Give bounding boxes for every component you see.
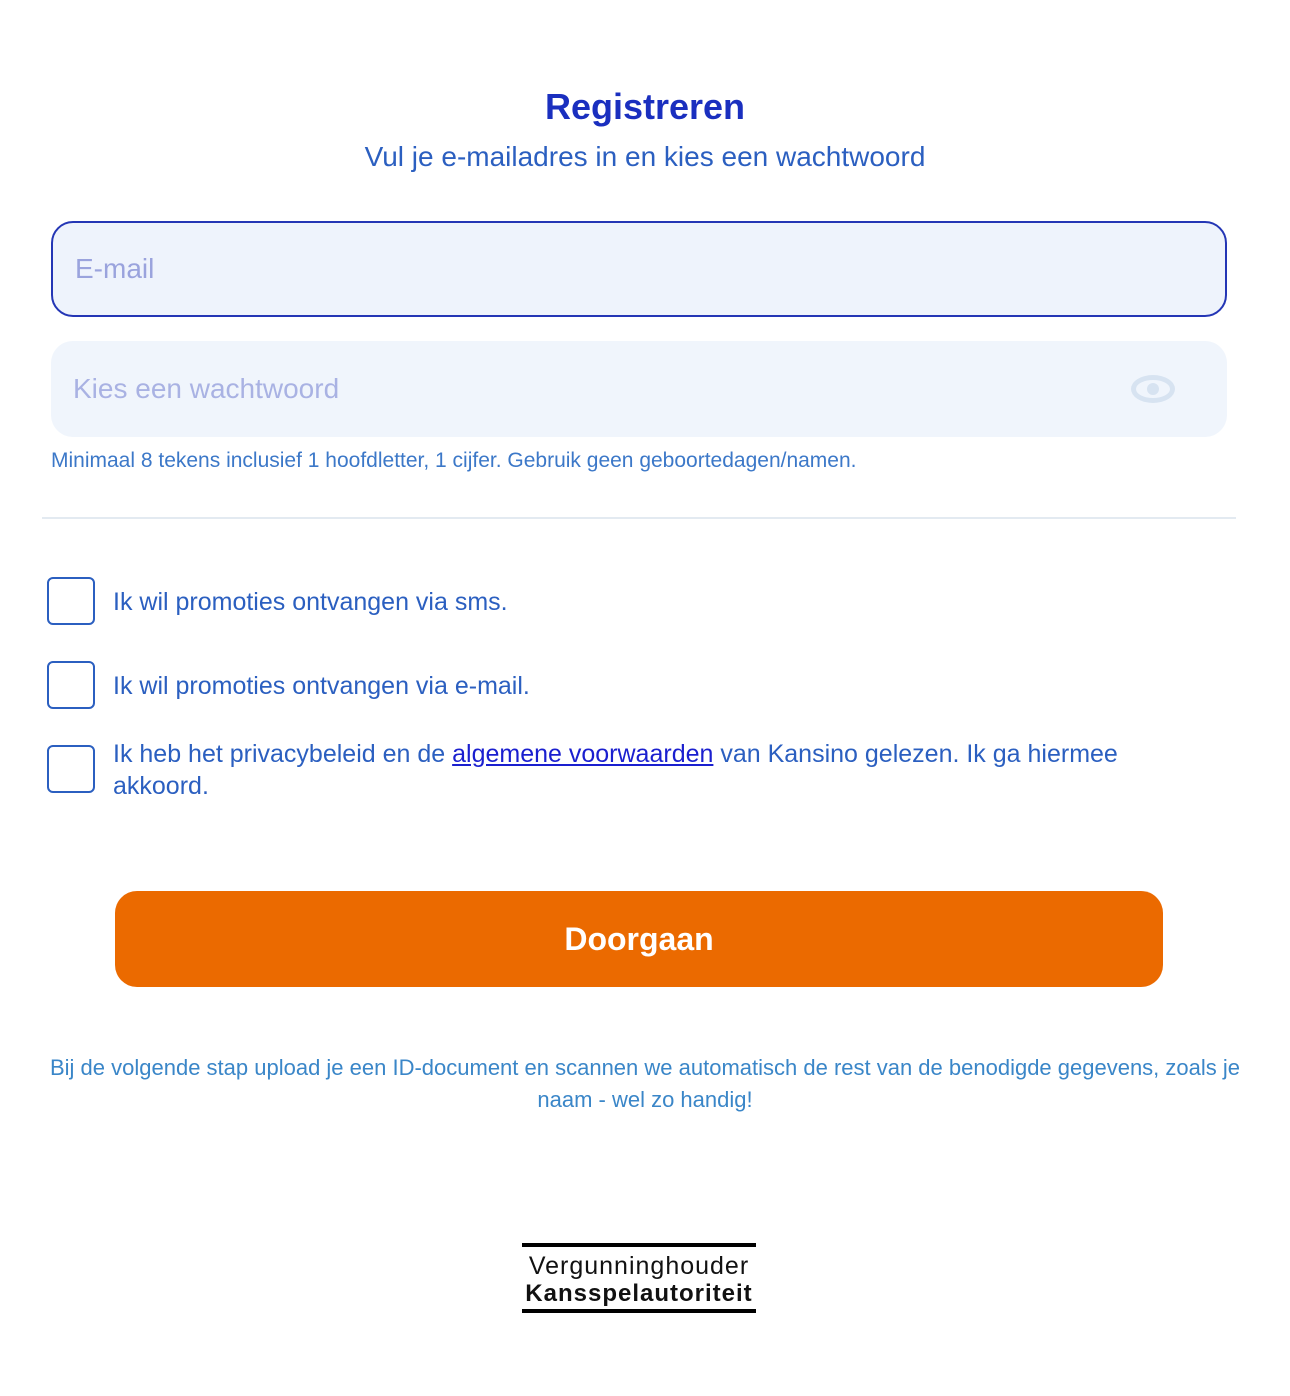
terms-checkbox-label	[113, 738, 1173, 802]
logo-line1: Vergunninghouder	[528, 1252, 750, 1280]
email-checkbox[interactable]	[47, 661, 95, 709]
eye-icon[interactable]	[1131, 375, 1175, 403]
ksa-logo	[522, 1243, 756, 1313]
continue-button[interactable]: Doorgaan	[115, 891, 1163, 987]
email-checkbox-label: Ik wil promoties ontvangen via e-mail.	[113, 672, 530, 700]
terms-text-before: Ik heb het privacybeleid en de	[113, 740, 453, 768]
page-subtitle: Vul je e-mailadres in en kies een wachtwoord	[364, 141, 926, 172]
terms-checkbox[interactable]	[47, 745, 95, 793]
logo-line2: Kansspelautoriteit	[525, 1280, 753, 1307]
info-text: Bij de volgende stap upload je een ID-document en scannen we automatisch de rest van de benodigde gegevens, zoals je naam - wel zo handig!	[49, 1055, 1241, 1112]
terms-text-after: van Kansino gelezen. Ik ga hiermee akkoord.	[113, 740, 1118, 800]
sms-checkbox-label: Ik wil promoties ontvangen via sms.	[113, 588, 508, 616]
password-input[interactable]	[51, 341, 1227, 437]
password-hint: Minimaal 8 tekens inclusief 1 hoofdletter, 1 cijfer. Gebruik geen geboortedagen/namen.	[51, 449, 857, 472]
page-title: Registreren	[544, 86, 746, 127]
email-input[interactable]	[51, 221, 1227, 317]
email-placeholder: E-mail	[75, 253, 155, 284]
password-placeholder: Kies een wachtwoord	[73, 373, 340, 404]
divider	[42, 517, 1236, 519]
terms-link[interactable]: algemene voorwaarden	[452, 740, 714, 768]
sms-checkbox[interactable]	[47, 577, 95, 625]
